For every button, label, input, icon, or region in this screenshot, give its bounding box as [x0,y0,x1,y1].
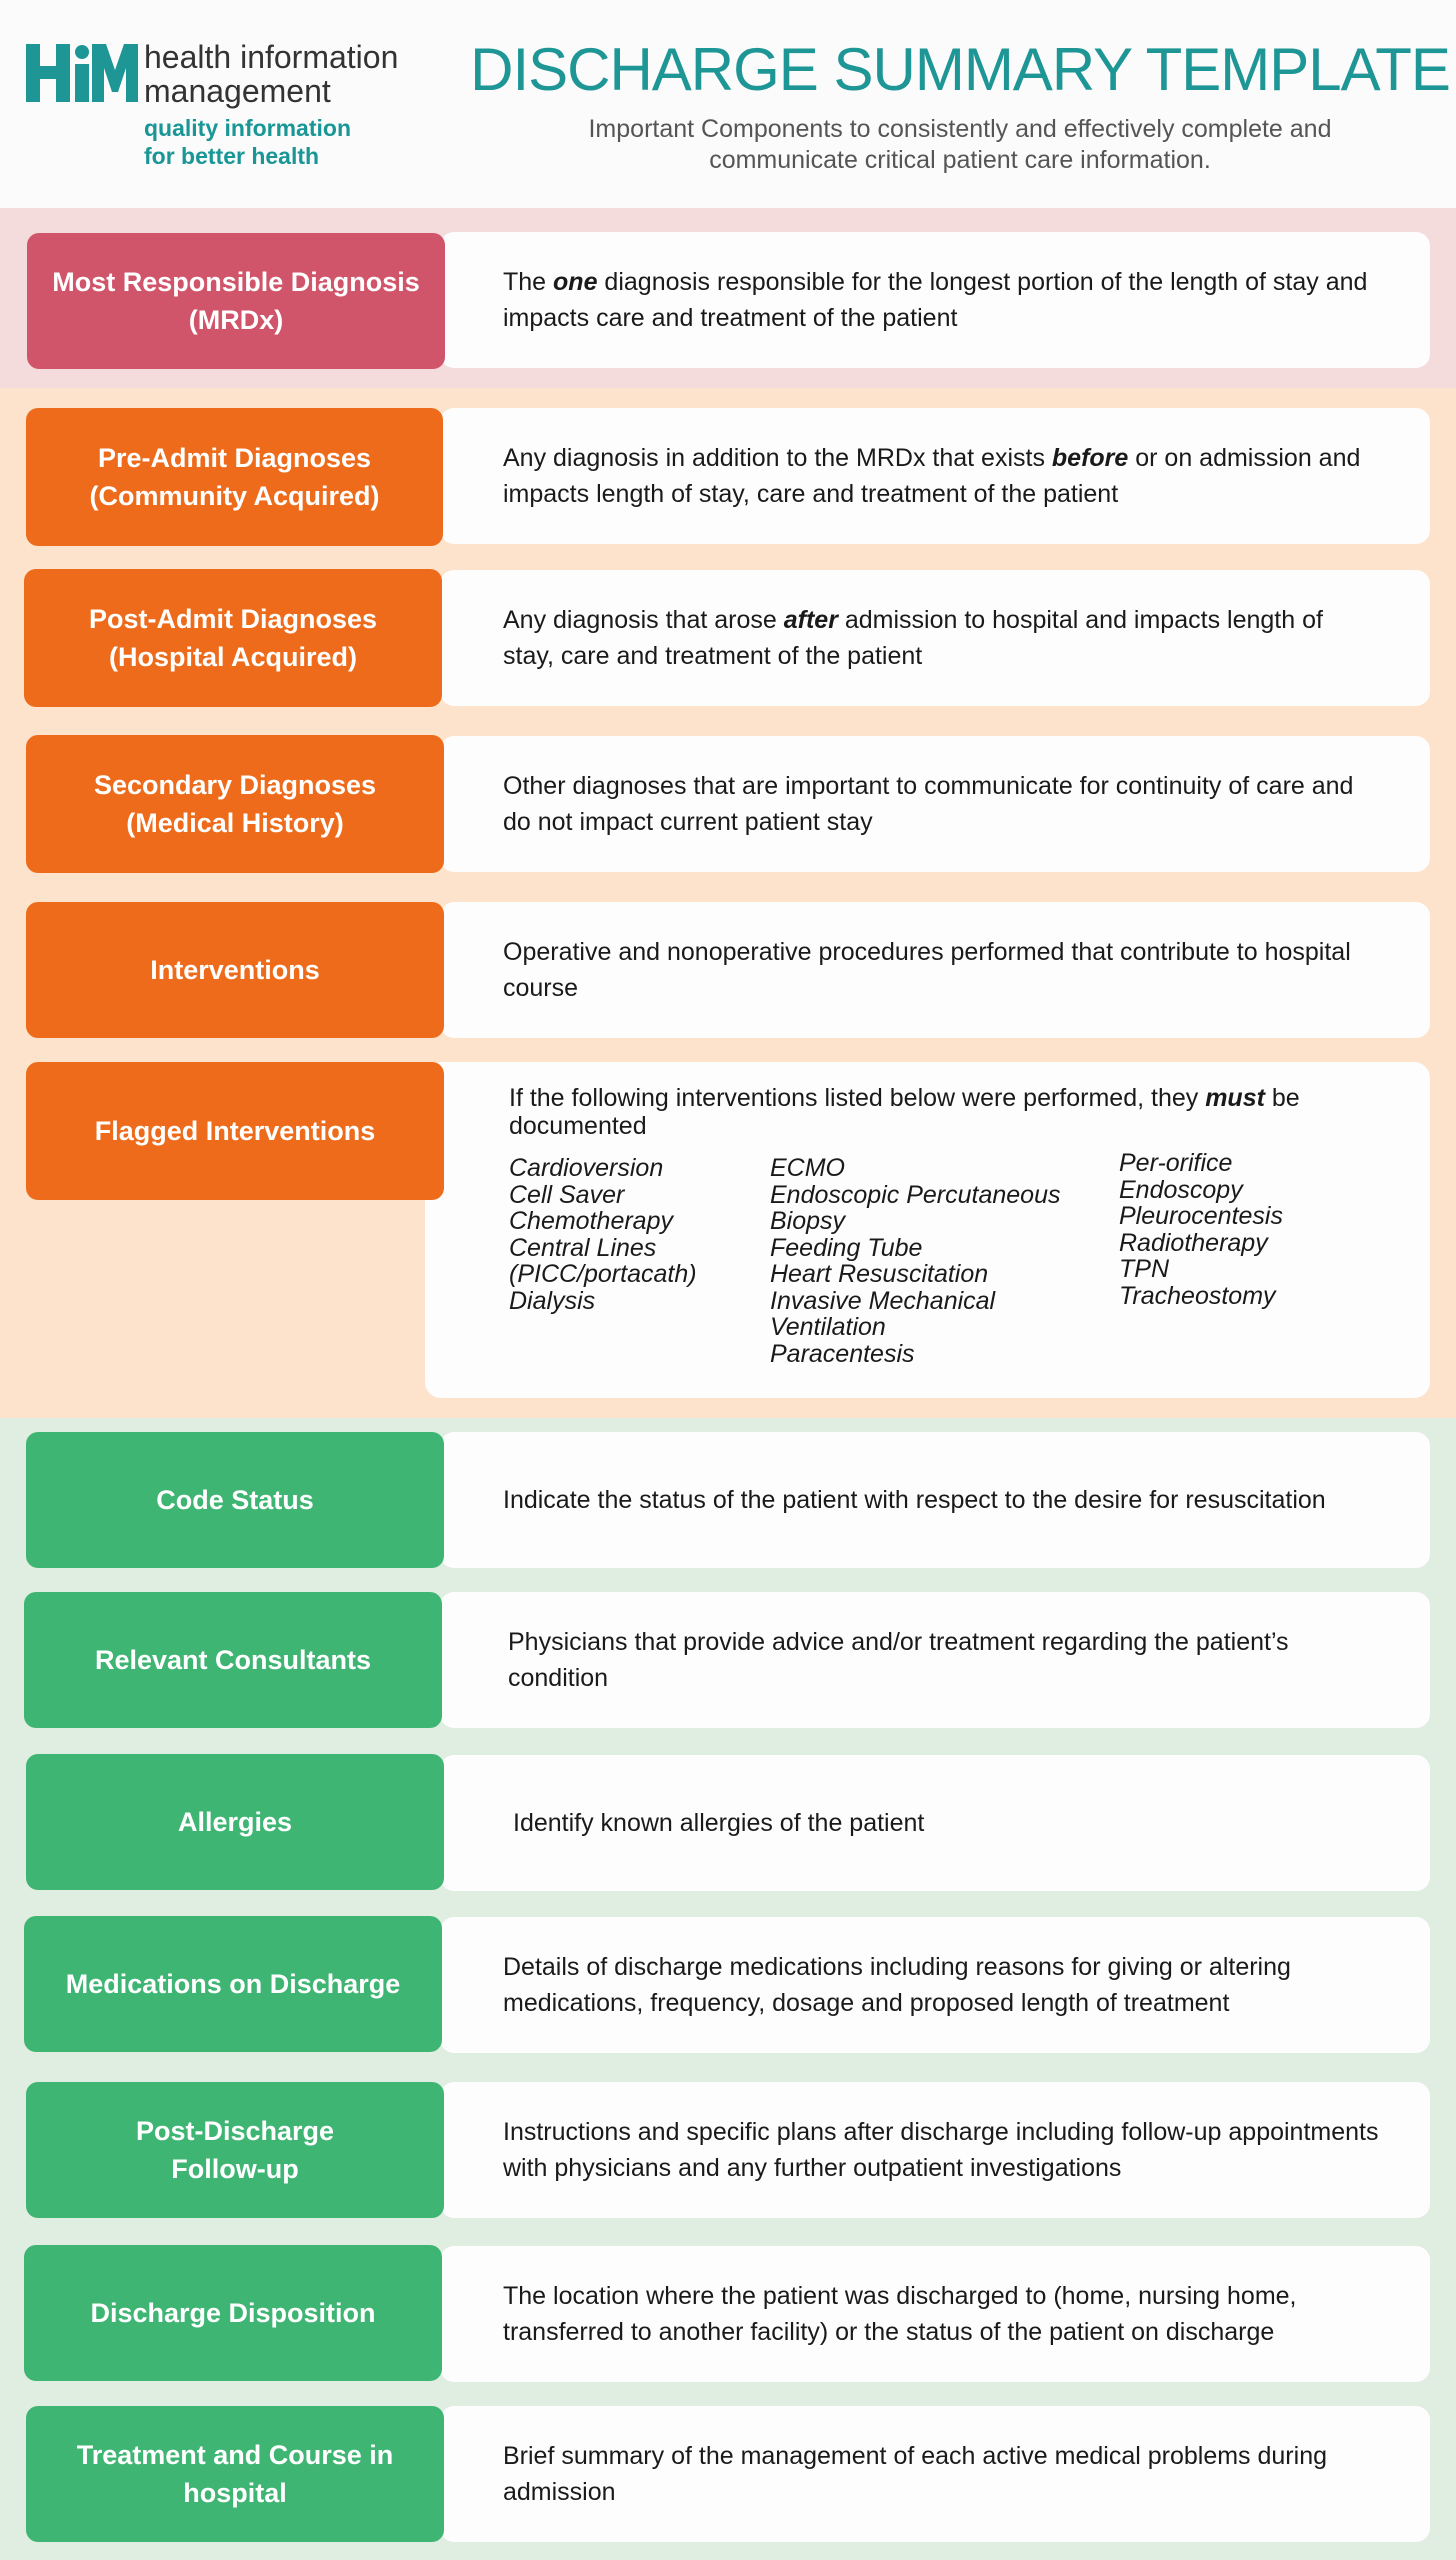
list-item: Radiotherapy [1119,1228,1268,1257]
flagged-label: Flagged Interventions [26,1062,444,1200]
list-item: Endoscopy [1119,1175,1243,1204]
pre-admit-description-box [440,408,1430,544]
logo-name: health information management [144,39,399,109]
code-status-description: Indicate the status of the patient with respect to the desire for resuscitation [503,1486,1326,1514]
header [0,0,1456,208]
disposition-label: Discharge Disposition [24,2245,442,2381]
page-subtitle: Important Components to consistently and effectively complete and communicate critical patient care information. [588,115,1332,174]
consultants-description: Physicians that provide advice and/or treatment regarding the patient’s condition [508,1628,1289,1692]
him-logo-mark [26,44,138,106]
list-item: Biopsy [770,1207,846,1235]
medications-label: Medications on Discharge [24,1916,442,2052]
page-title: DISCHARGE SUMMARY TEMPLATE [470,36,1450,103]
secondary-label: Secondary Diagnoses (Medical History) [26,735,444,873]
medications-description-box [440,1917,1430,2053]
flagged-list-col-3 [1119,1150,1283,1309]
logo-tagline: quality information for better health [144,115,351,169]
interventions-description-box [440,902,1430,1038]
flagged-list-col-2 [770,1155,1060,1367]
followup-label: Post-Discharge Follow-up [26,2082,444,2218]
interventions-label: Interventions [26,902,444,1038]
consultants-description-box [440,1592,1430,1728]
pre-admit-label: Pre-Admit Diagnoses (Community Acquired) [26,408,443,546]
mrdx-description-box [440,232,1430,368]
list-item: Heart Resuscitation [770,1260,989,1288]
list-item: TPN [1119,1255,1169,1283]
mrdx-label: Most Responsible Diagnosis (MRDx) [27,233,445,369]
list-item: Ventilation [770,1313,886,1341]
list-item: ECMO [770,1154,845,1182]
list-item: Central Lines [509,1233,657,1262]
list-item: Dialysis [509,1286,596,1315]
allergies-description-box [440,1755,1430,1891]
him-logo [26,40,446,180]
list-item: Per-orifice [1119,1149,1233,1177]
post-admit-description: Any diagnosis that arose after admission to hospital and impacts length of stay, care and treatment of the patient [503,606,1323,670]
followup-description: Instructions and specific plans after discharge including follow-up appointments with physicians and any further outpatient investigations [503,2118,1379,2182]
flagged-list-col-1 [509,1155,697,1314]
consultants-label: Relevant Consultants [24,1592,442,1728]
treatment-description-box [440,2406,1430,2542]
pre-admit-description: Any diagnosis in addition to the MRDx that exists before or on admission and impacts length of stay, care and treatment of the patient [503,444,1361,508]
post-admit-description-box [440,570,1430,706]
disposition-description: The location where the patient was discharged to (home, nursing home, transferred to another facility) or the status of the patient on discharge [503,2282,1297,2346]
allergies-description: Identify known allergies of the patient [513,1809,925,1837]
treatment-description: Brief summary of the management of each active medical problems during admission [503,2442,1327,2506]
code-status-label: Code Status [26,1432,444,1568]
code-status-description-box [440,1432,1430,1568]
list-item: (PICC/portacath) [509,1260,697,1288]
allergies-label: Allergies [26,1754,444,1890]
disposition-description-box [440,2246,1430,2382]
list-item: Cardioversion [509,1154,664,1182]
list-item: Endoscopic Percutaneous [770,1180,1061,1209]
list-item: Pleurocentesis [1119,1202,1283,1230]
list-item: Chemotherapy [509,1207,673,1235]
treatment-label: Treatment and Course in hospital [26,2406,444,2542]
flagged-description-box [425,1062,1430,1398]
list-item: Feeding Tube [770,1233,923,1262]
medications-description: Details of discharge medications including reasons for giving or altering medications, frequency, dosage and proposed length of treatment [503,1953,1291,2017]
followup-description-box [440,2082,1430,2218]
interventions-description: Operative and nonoperative procedures performed that contribute to hospital course [503,938,1351,1002]
mrdx-description: The one diagnosis responsible for the longest portion of the length of stay and impacts care and treatment of the patient [503,268,1368,332]
flagged-description: If the following interventions listed below were performed, they must be documented [509,1084,1300,1140]
list-item: Paracentesis [770,1339,915,1368]
secondary-description: Other diagnoses that are important to communicate for continuity of care and do not impact current patient stay [503,772,1354,836]
list-item: Tracheostomy [1119,1281,1276,1310]
post-admit-label: Post-Admit Diagnoses (Hospital Acquired) [24,569,442,707]
list-item: Cell Saver [509,1180,625,1209]
list-item: Invasive Mechanical [770,1286,996,1315]
secondary-description-box [440,736,1430,872]
